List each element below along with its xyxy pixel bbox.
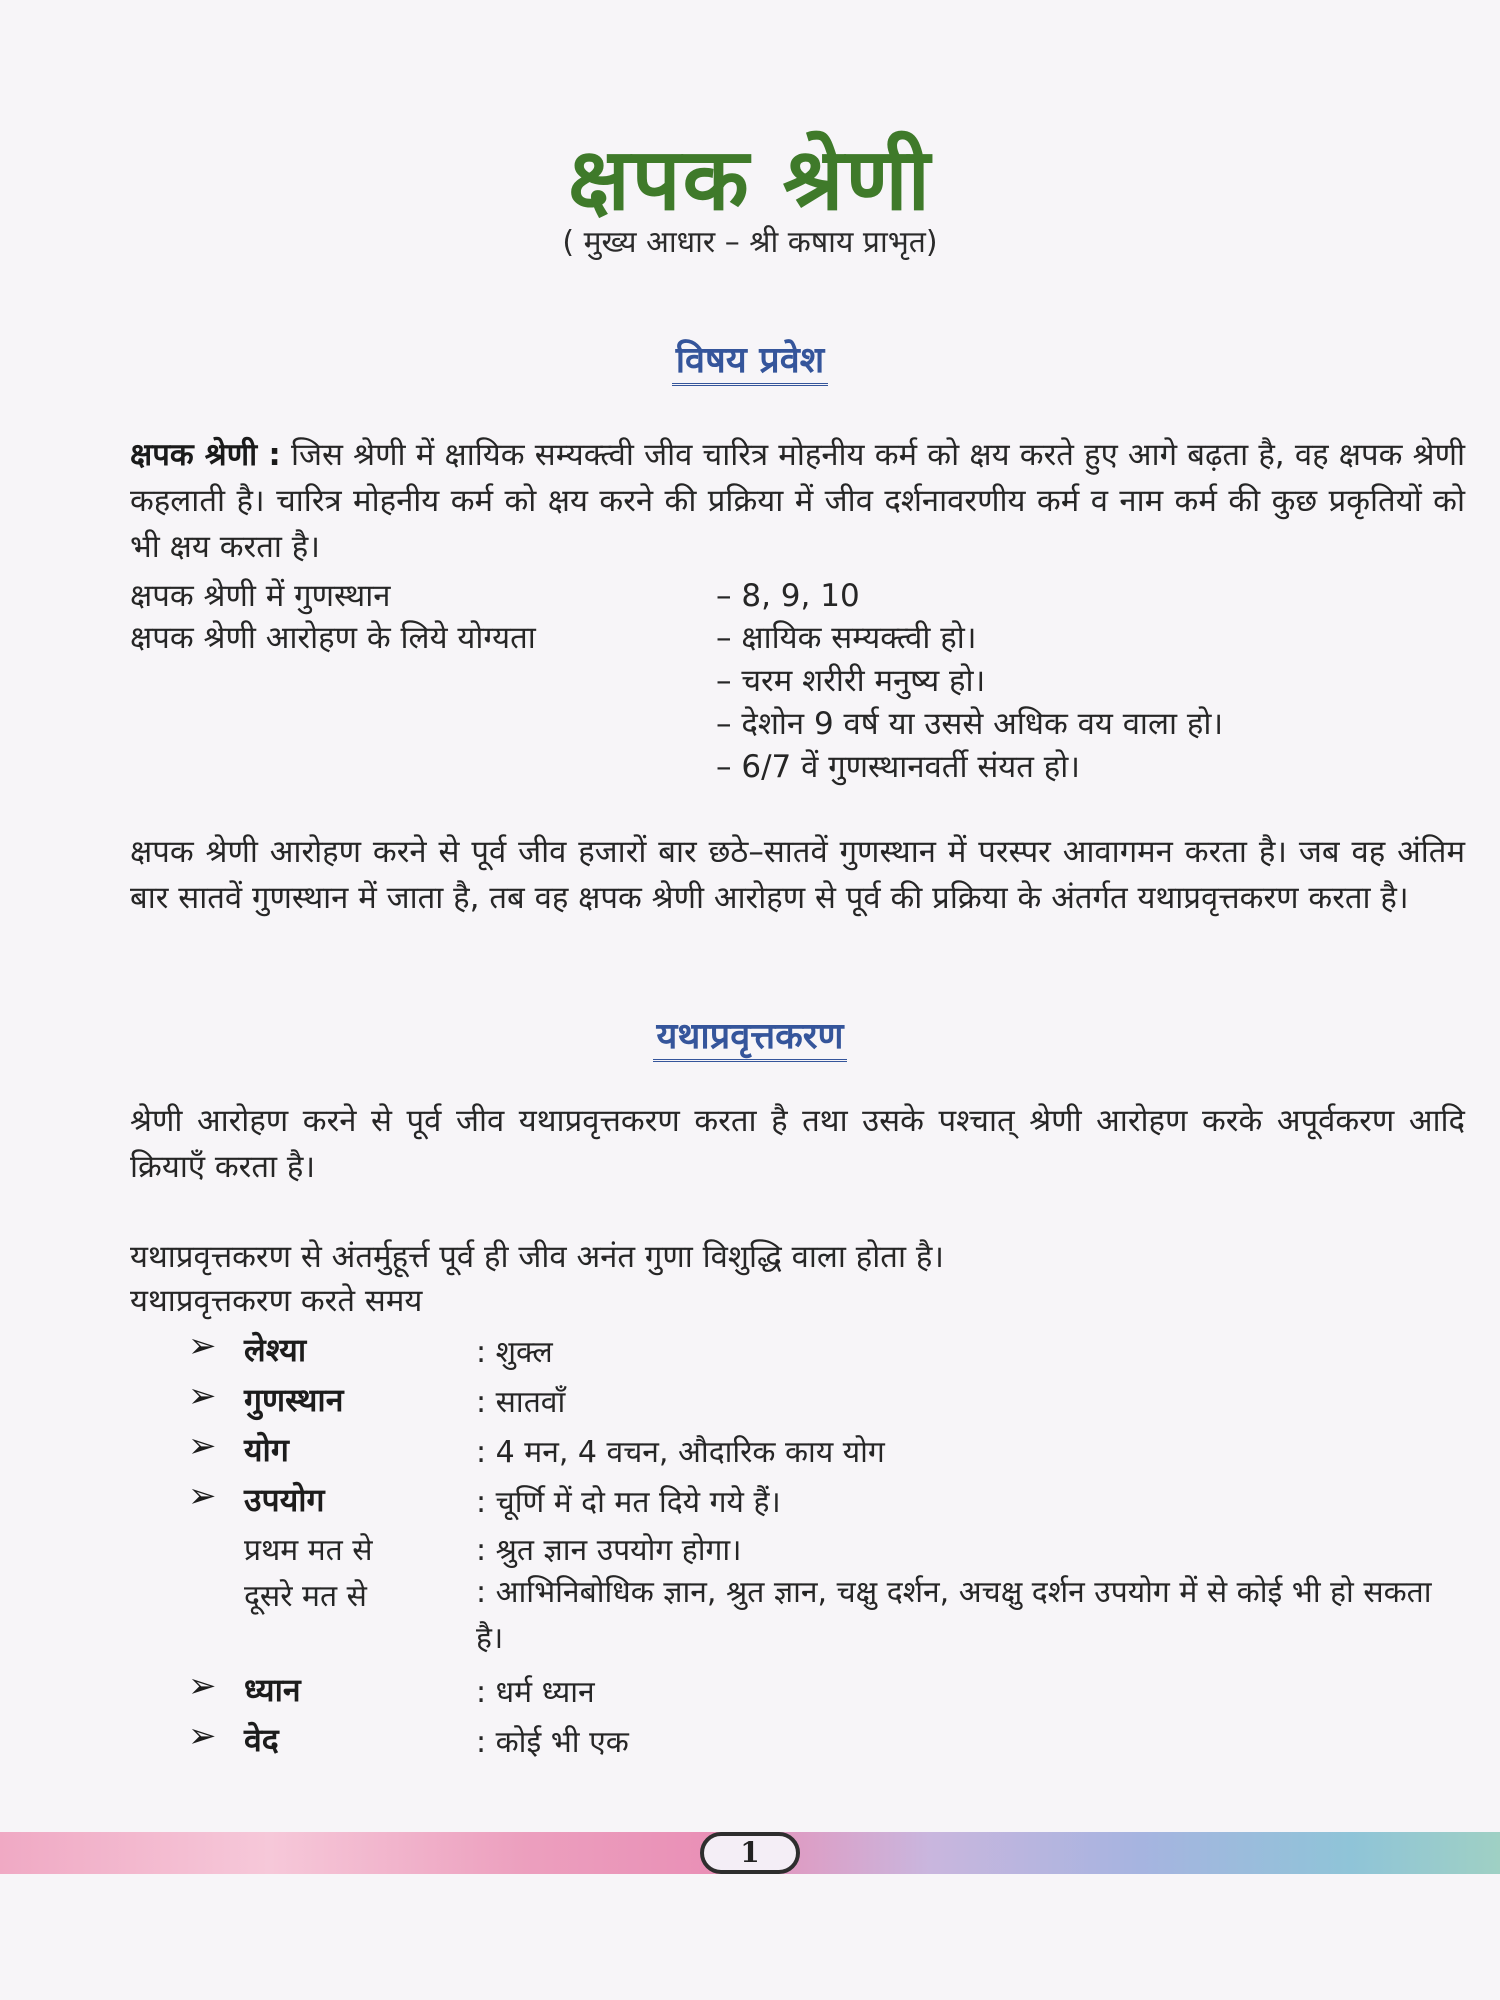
yogyata-label: क्षपक श्रेणी आरोहण के लिये योग्यता: [130, 620, 536, 656]
arrow-bullet-icon: ➢: [188, 1426, 217, 1466]
list-value: : धर्म ध्यान: [476, 1675, 595, 1710]
yogyata-item: – देशोन 9 वर्ष या उससे अधिक वय वाला हो।: [716, 706, 1224, 742]
list-term: लेश्या: [244, 1331, 307, 1369]
list-intro: यथाप्रवृत्तकरण करते समय: [130, 1283, 423, 1319]
sub-list-term: प्रथम मत से: [244, 1533, 373, 1568]
intro-text: जिस श्रेणी में क्षायिक सम्यक्त्वी जीव चारित्र मोहनीय कर्म को क्षय करते हुए आगे बढ़ता है, वह क्षपक श्रेणी कहलाती है। चारित्र मोहनीय कर्म को क्षय करने की प्रक्रिया में जीव दर्शनावरणीय कर्म व नाम कर्म की कुछ प्रकृतियों को भी क्षय करता है।: [130, 437, 1466, 565]
page-subtitle: ( मुख्य आधार – श्री कषाय प्राभृत): [562, 225, 938, 260]
list-term: उपयोग: [244, 1481, 325, 1519]
list-term: ध्यान: [244, 1671, 301, 1709]
page-number: 1: [700, 1832, 800, 1874]
arrow-bullet-icon: ➢: [188, 1376, 217, 1416]
paragraph-yathapravritt-2: यथाप्रवृत्तकरण से अंतर्मुहूर्त्त पूर्व ही जीव अनंत गुणा विशुद्धि वाला होता है।: [130, 1239, 945, 1275]
paragraph-aarohan: क्षपक श्रेणी आरोहण करने से पूर्व जीव हजारों बार छठे–सातवें गुणस्थान में परस्पर आवागमन करता है। जब वह अंतिम बार सातवें गुणस्थान में जाता है, तब वह क्षपक श्रेणी आरोहण से पूर्व की प्रक्रिया के अंतर्गत यथाप्रवृत्तकरण करता है।: [130, 834, 1465, 916]
list-value: : सातवाँ: [476, 1385, 566, 1420]
arrow-bullet-icon: ➢: [188, 1716, 217, 1756]
list-term: वेद: [244, 1721, 279, 1759]
list-term: योग: [244, 1431, 289, 1469]
section-heading-yathapravritt: यथाप्रवृत्तकरण: [0, 1010, 1500, 1059]
arrow-bullet-icon: ➢: [188, 1326, 217, 1366]
sub-list-value: : आभिनिबोधिक ज्ञान, श्रुत ज्ञान, चक्षु दर्शन, अचक्षु दर्शन उपयोग में से कोई भी हो सकता है।: [476, 1575, 1432, 1656]
sub-list-value: : श्रुत ज्ञान उपयोग होगा।: [476, 1533, 742, 1568]
gunasthan-value: – 8, 9, 10: [716, 578, 860, 614]
page-title: क्षपक श्रेणी: [568, 130, 932, 230]
yogyata-item: – चरम शरीरी मनुष्य हो।: [716, 663, 986, 699]
list-value: : कोई भी एक: [476, 1725, 629, 1760]
gunasthan-label: क्षपक श्रेणी में गुणस्थान: [130, 578, 391, 614]
yogyata-item: – 6/7 वें गुणस्थानवर्ती संयत हो।: [716, 749, 1081, 785]
list-value: : 4 मन, 4 वचन, औदारिक काय योग: [476, 1435, 885, 1470]
yogyata-item: – क्षायिक सम्यक्त्वी हो।: [716, 620, 977, 656]
intro-paragraph: [130, 432, 1465, 570]
arrow-bullet-icon: ➢: [188, 1476, 217, 1516]
list-value: : चूर्णि में दो मत दिये गये हैं।: [476, 1485, 781, 1520]
sub-list-term: दूसरे मत से: [244, 1579, 367, 1614]
list-term: गुणस्थान: [244, 1381, 344, 1419]
paragraph-yathapravritt-1: श्रेणी आरोहण करने से पूर्व जीव यथाप्रवृत्तकरण करता है तथा उसके पश्चात् श्रेणी आरोहण करके अपूर्वकरण आदि क्रियाएँ करता है।: [130, 1103, 1465, 1185]
intro-term: क्षपक श्रेणी :: [130, 437, 281, 473]
section-heading-vishay-pravesh: विषय प्रवेश: [0, 334, 1500, 383]
arrow-bullet-icon: ➢: [188, 1666, 217, 1706]
list-value: : शुक्ल: [476, 1335, 553, 1370]
